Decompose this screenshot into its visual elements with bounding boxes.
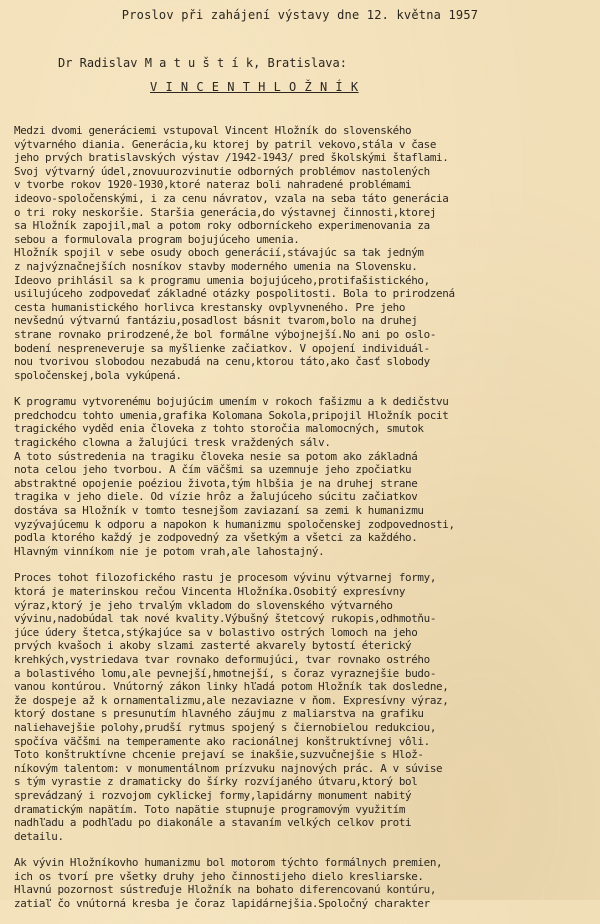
text-line: níkovým talentom: v monumentálnom prízvuku najnových prác. A v súvise [14, 761, 443, 775]
text-line: K programu vytvorenému bojujúcim umením v rokoch fašizmu a k dedičstvu [14, 395, 449, 409]
text-line: nevšednú výtvarnú fantáziu,posadlost básnit tvarom,bolo na druhej [14, 314, 418, 328]
document-title: V I N C E N T H L O Ž N Í K [150, 80, 359, 94]
text-line: ktorý dostane s presunutím hlavného záujmu z maliarstva na grafiku [14, 707, 424, 721]
text-line: ich os tvorí pre všetky druhy jeho činnostijeho dielo kresliarske. [14, 869, 424, 883]
text-line: Hložník spojil v sebe osudy oboch generácií,stávajúc sa tak jedným [14, 246, 424, 260]
text-line: výtvarného diania. Generácia,ku ktorej by patril vekovo,stála v čase [14, 137, 437, 151]
text-line: Svoj výtvarný údel,znovuurozvinutie odborných problémov nastolených [14, 164, 430, 178]
paragraph [14, 571, 600, 843]
text-line: jeho prvých bratislavských výstav /1942-1943/ pred školskými štaflami. [14, 151, 449, 165]
text-line: vanou kontúrou. Vnútorný zákon linky hľadá potom Hložník tak dosledne, [14, 680, 449, 694]
text-line: spočíva väčšmi na temperamente ako racionálnej konštruktívnej vôli. [14, 734, 430, 748]
text-line: vyzývajúcemu k odporu a napokon k humanizmu spoločenskej zodpovednosti, [14, 517, 455, 531]
text-line: podla ktorého každý je zodpovedný za všetkým a všetci za každého. [14, 531, 418, 545]
text-line: tragického vyděd enia človeka z tohto storočia malomocných, smutok [14, 422, 424, 436]
text-line: dramatickým napätím. Toto napätie stupnuje programovým využitím [14, 802, 406, 816]
text-line: spoločenskej,bola vykúpená. [14, 368, 182, 382]
text-line: ideovo-spoločenskými, i za cenu návratov, vzala na seba táto generácia [14, 191, 449, 205]
document-body [14, 124, 600, 924]
text-line: tragika v jeho diele. Od vízie hrôz a žalujúceho súcitu začiatkov [14, 490, 418, 504]
text-line: Hlavnú pozornost sústreďuje Hložník na bohato diferencovanú kontúru, [14, 883, 437, 897]
text-line: zatiaľ čo vnútorná kresba je čoraz lapidárnejšia.Spoločný charakter [14, 897, 430, 911]
text-line: vývinu,nadobúdal tak nové kvality.Výbušný štetcový rukopis,odhmotňu- [14, 612, 437, 626]
text-line: strane rovnako prirodzené,že bol formálne výbojnejší.No ani po oslo- [14, 327, 437, 341]
text-line: predchodcu tohto umenia,grafika Kolomana Sokola,pripojil Hložník pocit [14, 408, 449, 422]
text-line: sebou a formulovala program bojujúceho umenia. [14, 232, 300, 246]
text-line: s tým vyrastie z dramaticky do šírky rozvíjaného útvaru,ktorý bol [14, 775, 418, 789]
paragraph [14, 124, 600, 382]
text-line: Toto konštruktívne chcenie prejaví se inakšie,suzvučnejšie s Hlož- [14, 748, 424, 762]
text-line: dostáva sa Hložník v tomto tesnejšom zaviazaní sa zemi k humanizmu [14, 504, 424, 518]
text-line: bodení nespreneveruje sa myšlienke začiatkov. V opojení individuál- [14, 341, 430, 355]
text-line: detailu. [14, 829, 64, 843]
text-line: nota celou jeho tvorbou. A čím väčšmi sa uzemnuje jeho zpočiatku [14, 463, 412, 477]
text-line: prvých kvašoch i akoby slzami zasterté akvarely bytostí éterický [14, 639, 412, 653]
paragraph [14, 395, 600, 558]
text-line: o tri roky neskoršie. Staršia generácia,do výstavnej činnosti,ktorej [14, 205, 437, 219]
text-line: sa Hložník zapojil,mal a potom roky odborníckeho experimenovania za [14, 219, 430, 233]
text-line: tragického clowna a žalujúci tresk vraždených sálv. [14, 436, 331, 450]
text-line: usilujúceho zodpovedať základné otázky pospolitosti. Bola to prirodzená [14, 287, 455, 301]
text-line: Ideovo prihlásil sa k programu umenia bojujúceho,protifašistického, [14, 273, 430, 287]
text-line: A toto sústredenia na tragiku človeka nesie sa potom ako základná [14, 449, 418, 463]
author-line: Dr Radislav M a t u š t í k, Bratislava: [58, 56, 347, 70]
paragraph [14, 856, 600, 910]
text-line: ktorá je materinskou rečou Vincenta Hložníka.Osobitý expresívny [14, 585, 406, 598]
text-line: Medzi dvomi generáciemi vstupoval Vincent Hložník do slovenského [14, 124, 412, 137]
text-line: a bolastivého lomu,ale pevnejší,hmotnejší, s čoraz vyraznejšie budo- [14, 666, 437, 680]
text-line: z najvýznačnejších nosníkov stavby moderného umenia na Slovensku. [14, 259, 418, 273]
text-line: naliehavejšie polohy,prudší rytmus spojený s čiernobielou redukciou, [14, 720, 437, 734]
text-line: že dospeje až k ornamentalizmu,ale nezaviazne v ňom. Expresívny výraz, [14, 693, 449, 707]
text-line: nou tvorivou slobodou nezabudá na cenu,ktorou táto,ako časť slobody [14, 355, 430, 369]
speech-header: Proslov při zahájení výstavy dne 12. května 1957 [121, 8, 479, 22]
text-line: cesta humanistického horlivca krestansky ovplyvneného. Pre jeho [14, 300, 406, 314]
text-line: sprevádzaný i rozvojom cyklickej formy,lapidárny monument nabitý [14, 788, 412, 802]
text-line: abstraktné opojenie poéziou života,tým hlbšia je na druhej strane [14, 476, 418, 490]
text-line: júce údery štetca,stýkajúce sa v bolastivo ostrých lomoch na jeho [14, 625, 418, 639]
text-line: krehkých,vystriedava tvar rovnako deformujúci, tvar rovnako ostrého [14, 652, 430, 666]
text-line: Ak vývin Hložníkovho humanizmu bol motorom týchto formálnych premien, [14, 856, 443, 870]
text-line: Proces tohot filozofického rastu je procesom vývinu výtvarnej formy, [14, 571, 437, 585]
text-line: Hlavným vinníkom nie je potom vrah,ale lahostajný. [14, 544, 325, 558]
text-line: v tvorbe rokov 1920-1930,ktoré nateraz boli nahradené problémami [14, 178, 412, 192]
text-line: výraz,ktorý je jeho trvalým vkladom do slovenského výtvarného [14, 598, 393, 612]
text-line: nadhľadu a podhľadu po diakonále a stavaním velkých celkov proti [14, 816, 412, 830]
